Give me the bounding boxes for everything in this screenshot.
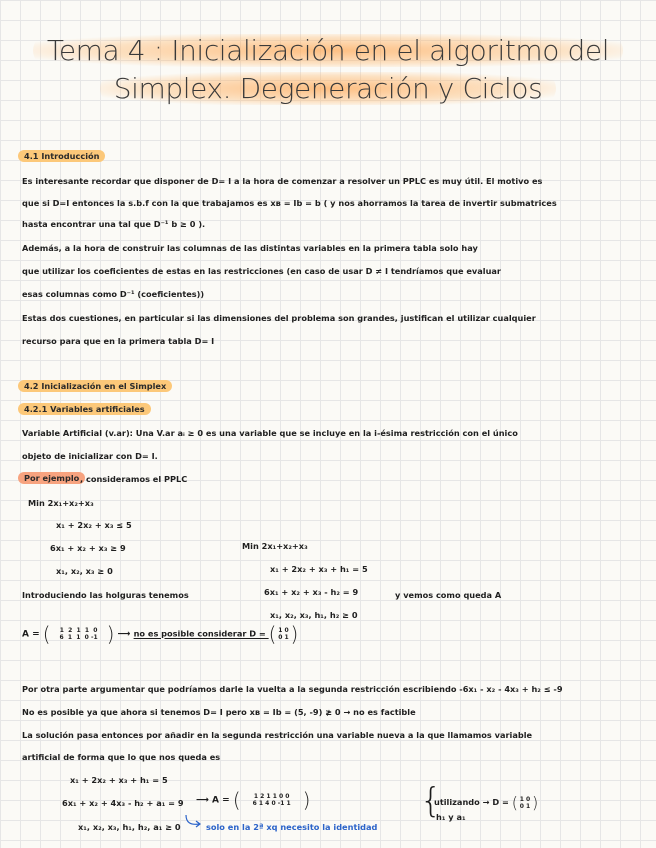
solucion-line-2: artificial de forma que lo que nos queda es <box>22 752 221 762</box>
ppl1-objective: Min 2x₁+x₂+x₃ <box>28 498 94 508</box>
curved-arrow-icon <box>183 814 203 830</box>
final-d-open-paren: ( <box>511 793 518 812</box>
otra-parte-line-1: Por otra parte argumentar que podríamos darle la vuelta a la segunda restricción escribiendo -6x₁ - x₂ - 4x₃ + h₂ ≤ -9 <box>22 684 563 694</box>
ppl3-note: solo en la 2ª xq necesito la identidad <box>206 822 378 832</box>
matrix-a-row2-c5: -1 <box>90 634 98 641</box>
matrix-a-arrow-text: no es posible considerar D = <box>133 628 269 639</box>
final-d-r2c2: 1 <box>525 802 531 810</box>
ppl1-restriction-2: 6x₁ + x₂ + x₃ ≥ 9 <box>50 543 126 553</box>
ppl2-restriction-2: 6x₁ + x₂ + x₃ - h₂ = 9 <box>264 587 359 597</box>
matrix-a2-open-paren: ( <box>232 788 241 812</box>
matrix-d-r2c1: 0 <box>278 634 283 641</box>
matrix-a2-r1c1: 1 <box>253 793 259 800</box>
matrix-a-row2-c1: 6 <box>59 634 64 641</box>
example-label: Por ejemplo <box>18 472 85 484</box>
section-heading-4-2: 4.2 Inicialización en el Simplex <box>18 380 172 392</box>
ppl2-objective: Min 2x₁+x₂+x₃ <box>242 541 308 551</box>
matrix-d-close-paren: ) <box>290 622 299 646</box>
matrix-a-label: A = <box>22 629 40 640</box>
title-line-2: Simplex. Degeneración y Ciclos <box>100 72 557 105</box>
matrix-d-r2c2: 1 <box>284 634 289 641</box>
ppl2-restriction-3: x₁, x₂, x₃, h₁, h₂ ≥ 0 <box>270 610 358 620</box>
otra-parte-line-2: No es posible ya que ahora si tenemos D= I pero xʙ = Ib = (5, -9) ≱ 0 → no es factible <box>22 707 416 717</box>
page-title <box>0 32 656 108</box>
section-heading-4-2-1: 4.2.1 Variables artificiales <box>18 403 151 415</box>
final-d-r1c2: 0 <box>525 795 531 803</box>
matrix-a <box>22 622 298 646</box>
ppl1-restriction-3: x₁, x₂, x₃ ≥ 0 <box>56 566 113 576</box>
matrix-a2-r1c5: 0 <box>278 793 284 800</box>
matrix-a-row1-c1: 1 <box>59 627 64 634</box>
right-brace: { <box>420 781 442 821</box>
matrix-a2-cells <box>241 793 303 807</box>
ppl2-restriction-1: x₁ + 2x₂ + x₃ + h₁ = 5 <box>270 564 368 574</box>
matrix-d-r1c1: 1 <box>278 627 283 634</box>
matrix-d-cells <box>276 627 290 641</box>
matrix-a2-label: A = <box>212 795 230 806</box>
intro-p2-line-3: esas columnas como D⁻¹ (coeficientes)) <box>22 289 205 299</box>
matrix-a2-r1c3: 1 <box>266 793 271 800</box>
matrix-a2-r1c4: 1 <box>272 793 277 800</box>
matrix-d-open-paren: ( <box>268 622 277 646</box>
matrix-a-row1-c4: 1 <box>84 627 90 634</box>
intro-line-2: que si D=I entonces la s.b.f con la que trabajamos es xʙ = Ib = b ( y nos ahorramos la tarea de invertir submatrices <box>22 198 557 208</box>
matrix-a2-r2c6: 1 <box>286 800 291 807</box>
matrix-a-row1-c2: 2 <box>68 627 73 634</box>
definition-line-1: Variable Artificial (v.ar): Una V.ar aᵢ ≥ 0 es una variable que se incluye en la i-ésima restricción con el único <box>22 428 518 438</box>
matrix-a2 <box>196 788 310 812</box>
matrix-a-row2-c3: 1 <box>76 634 81 641</box>
matrix-a-row2-c2: 1 <box>67 634 73 641</box>
final-d-close-paren: ) <box>531 793 539 812</box>
matrix-a2-r1c2: 2 <box>260 793 265 800</box>
final-d-r2c1: 0 <box>519 802 524 810</box>
arrow-icon-2: ⟶ <box>196 795 209 806</box>
intro-p2-line-1: Además, a la hora de construir las columnas de las distintas variables en la primera tabla solo hay <box>22 243 478 253</box>
intro-p3-line-1: Estas dos cuestiones, en particular si las dimensiones del problema son grandes, justifican el utilizar cualquier <box>22 313 536 323</box>
ppl1-restriction-1: x₁ + 2x₂ + x₃ ≤ 5 <box>56 520 132 530</box>
arrow-icon: ⟶ <box>117 629 131 640</box>
matrix-a-cells <box>51 627 107 641</box>
ppl3-restriction-1: x₁ + 2x₂ + x₃ + h₁ = 5 <box>70 775 168 785</box>
vemos-text: y vemos como queda A <box>395 590 502 600</box>
matrix-a-row2-c4: 0 <box>84 634 89 641</box>
ppl3-restriction-2: 6x₁ + x₂ + 4x₃ - h₂ + a₁ = 9 <box>62 798 184 808</box>
intro-line-3: hasta encontrar una tal que D⁻¹ b ≥ 0 ). <box>22 219 206 229</box>
holguras-text: Introduciendo las holguras tenemos <box>22 590 189 600</box>
final-note-text: utilizando → D = <box>434 797 512 807</box>
matrix-a-close-paren: ) <box>106 622 115 646</box>
matrix-a-open-paren: ( <box>42 622 51 646</box>
section-heading-4-1: 4.1 Introducción <box>18 150 105 162</box>
matrix-a2-r2c4: 0 <box>271 800 276 807</box>
matrix-d-r1c2: 0 <box>284 627 289 634</box>
intro-p3-line-2: recurso para que en la primera tabla D= I <box>22 336 215 346</box>
matrix-a-row1-c3: 1 <box>76 627 81 634</box>
intro-p2-line-2: que utilizar los coeficientes de estas en las restricciones (en caso de usar D ≠ I tendríamos que evaluar <box>22 266 501 276</box>
matrix-a-row1-c5: 0 <box>93 627 98 634</box>
ppl3-restriction-3: x₁, x₂, x₃, h₁, h₂, a₁ ≥ 0 <box>78 822 181 832</box>
matrix-a2-r2c1: 6 <box>252 800 257 807</box>
solucion-line-1: La solución pasa entonces por añadir en la segunda restricción una variable nueva a la que llamamos variable <box>22 730 533 740</box>
matrix-a2-r1c6: 0 <box>285 793 290 800</box>
matrix-a2-close-paren: ) <box>302 788 311 812</box>
matrix-a2-r2c3: 4 <box>265 800 270 807</box>
definition-line-2: objeto de inicializar con D= I. <box>22 451 158 461</box>
title-line-1: Tema 4 : Inicialización en el algoritmo del <box>33 34 623 67</box>
final-d-r1c1: 1 <box>519 795 524 803</box>
intro-line-1: Es interesante recordar que disponer de D= I a la hora de comenzar a resolver un PPLC es muy útil. El motivo es <box>22 176 543 186</box>
example-intro: , consideramos el PPLC <box>80 474 188 484</box>
matrix-a2-r2c2: 1 <box>258 800 264 807</box>
final-note-line-1 <box>434 793 538 812</box>
final-d-cells <box>518 796 532 810</box>
matrix-a2-r2c5: -1 <box>277 800 285 807</box>
final-note-line-2: h₁ y a₁ <box>436 812 466 822</box>
